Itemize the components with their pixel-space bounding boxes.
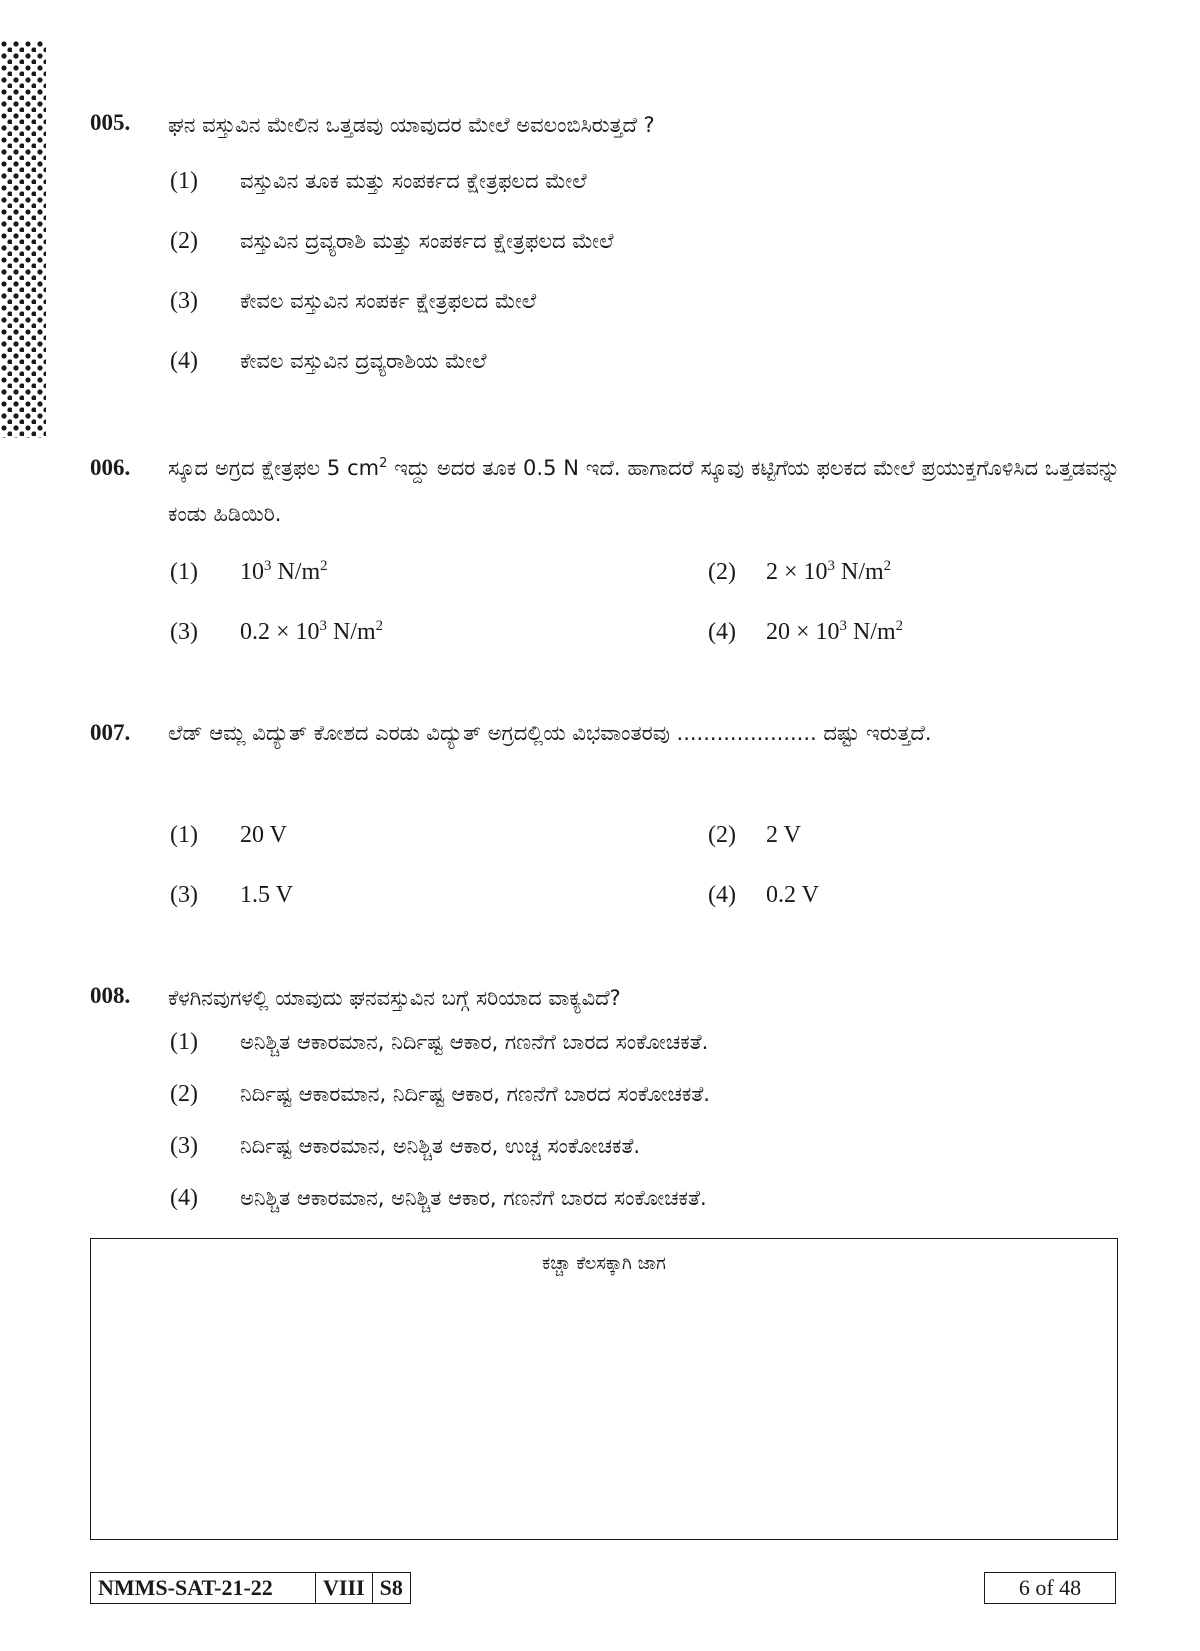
option-1[interactable]: (1) 20 V	[170, 822, 287, 848]
option-4[interactable]: (4) $20 \times 10^3$ $N/m^2$	[708, 618, 904, 645]
option-2[interactable]: (2) ವಸ್ತುವಿನ ದ್ರವ್ಯರಾಶಿ ಮತ್ತು ಸಂಪರ್ಕದ ಕ್ಷೇತ್ರಫಲದ ಮೇಲೆ	[170, 228, 614, 254]
question-006	[90, 455, 1120, 655]
option-2[interactable]: (2) 2 V	[708, 822, 801, 848]
option-1[interactable]: (1) ಅನಿಶ್ಚಿತ ಆಕಾರಮಾನ, ನಿರ್ದಿಷ್ಟ ಆಕಾರ, ಗಣನೆಗೆ ಬಾರದ ಸಂಕೋಚಕತೆ.	[170, 1029, 709, 1055]
question-text: ಲೆಡ್ ಆಮ್ಲ ವಿದ್ಯುತ್ ಕೋಶದ ಎರಡು ವಿದ್ಯುತ್ ಅಗ್ರದಲ್ಲಿಯ ವಿಭವಾಂತರವು ..................... ದಷ್ಟು ಇರುತ್ತದೆ.	[168, 721, 932, 745]
option-3[interactable]: (3) ನಿರ್ದಿಷ್ಟ ಆಕಾರಮಾನ, ಅನಿಶ್ಚಿತ ಆಕಾರ, ಉಚ್ಚ ಸಂಕೋಚಕತೆ.	[170, 1133, 641, 1159]
question-text: ಸ್ಕೂದ ಅಗ್ರದ ಕ್ಷೇತ್ರಫಲ 5 $cm^2$ ಇದ್ದು ಅದರ ತೂಕ 0.5 N ಇದೆ. ಹಾಗಾದರೆ ಸ್ಕೂವು ಕಟ್ಟಿಗೆಯ ಫಲಕದ ಮೇಲೆ ಪ್ರಯುಕ್ತಗೊಳಿಸಿದ ಒತ್ತಡವನ್ನು ಕಂಡು ಹಿಡಿಯಿರಿ.	[168, 456, 1120, 526]
question-text: ಘನ ವಸ್ತುವಿನ ಮೇಲಿನ ಒತ್ತಡವು ಯಾವುದರ ಮೇಲೆ ಅವಲಂಬಿಸಿರುತ್ತದೆ ?	[168, 113, 655, 137]
option-4[interactable]: (4) ಅನಿಶ್ಚಿತ ಆಕಾರಮಾನ, ಅನಿಶ್ಚಿತ ಆಕಾರ, ಗಣನೆಗೆ ಬಾರದ ಸಂಕೋಚಕತೆ.	[170, 1185, 707, 1211]
option-3[interactable]: (3) $0.2 \times 10^3$ $N/m^2$	[170, 618, 384, 645]
class-label: VIII	[316, 1573, 373, 1603]
paper-code: NMMS-SAT-21-22	[91, 1573, 316, 1603]
question-text: ಕೆಳಗಿನವುಗಳಲ್ಲಿ ಯಾವುದು ಘನವಸ್ತುವಿನ ಬಗ್ಗೆ ಸರಿಯಾದ ವಾಕ್ಯವಿದೆ?	[168, 986, 621, 1010]
option-2[interactable]: (2) $2 \times 10^3$ $N/m^2$	[708, 558, 892, 585]
question-007	[90, 720, 1120, 920]
question-number: 008.	[90, 983, 131, 1008]
option-3[interactable]: (3) ಕೇವಲ ವಸ್ತುವಿನ ಸಂಪರ್ಕ ಕ್ಷೇತ್ರಫಲದ ಮೇಲೆ	[170, 288, 537, 314]
option-2[interactable]: (2) ನಿರ್ದಿಷ್ಟ ಆಕಾರಮಾನ, ನಿರ್ದಿಷ್ಟ ಆಕಾರ, ಗಣನೆಗೆ ಬಾರದ ಸಂಕೋಚಕತೆ.	[170, 1081, 710, 1107]
option-3[interactable]: (3) 1.5 V	[170, 882, 293, 908]
paper-code-box	[90, 1572, 411, 1604]
question-number: 005.	[90, 110, 131, 135]
question-008	[90, 983, 1120, 1213]
option-1[interactable]: (1) ವಸ್ತುವಿನ ತೂಕ ಮತ್ತು ಸಂಪರ್ಕದ ಕ್ಷೇತ್ರಫಲದ ಮೇಲೆ	[170, 168, 587, 194]
option-4[interactable]: (4) ಕೇವಲ ವಸ್ತುವಿನ ದ್ರವ್ಯರಾಶಿಯ ಮೇಲೆ	[170, 348, 487, 374]
question-number: 007.	[90, 720, 131, 745]
question-number: 006.	[90, 455, 131, 480]
series-label: S8	[379, 1575, 403, 1600]
rough-work-box	[90, 1238, 1118, 1540]
question-005	[90, 110, 1120, 410]
option-1[interactable]: (1) $10^3$ $N/m^2$	[170, 558, 328, 585]
rough-work-title: ಕಚ್ಚಾ ಕೆಲಸಕ್ಕಾಗಿ ಜಾಗ	[542, 1253, 666, 1274]
option-4[interactable]: (4) 0.2 V	[708, 882, 819, 908]
decorative-border-pattern	[0, 40, 46, 438]
page-number: 6 of 48	[984, 1572, 1116, 1604]
